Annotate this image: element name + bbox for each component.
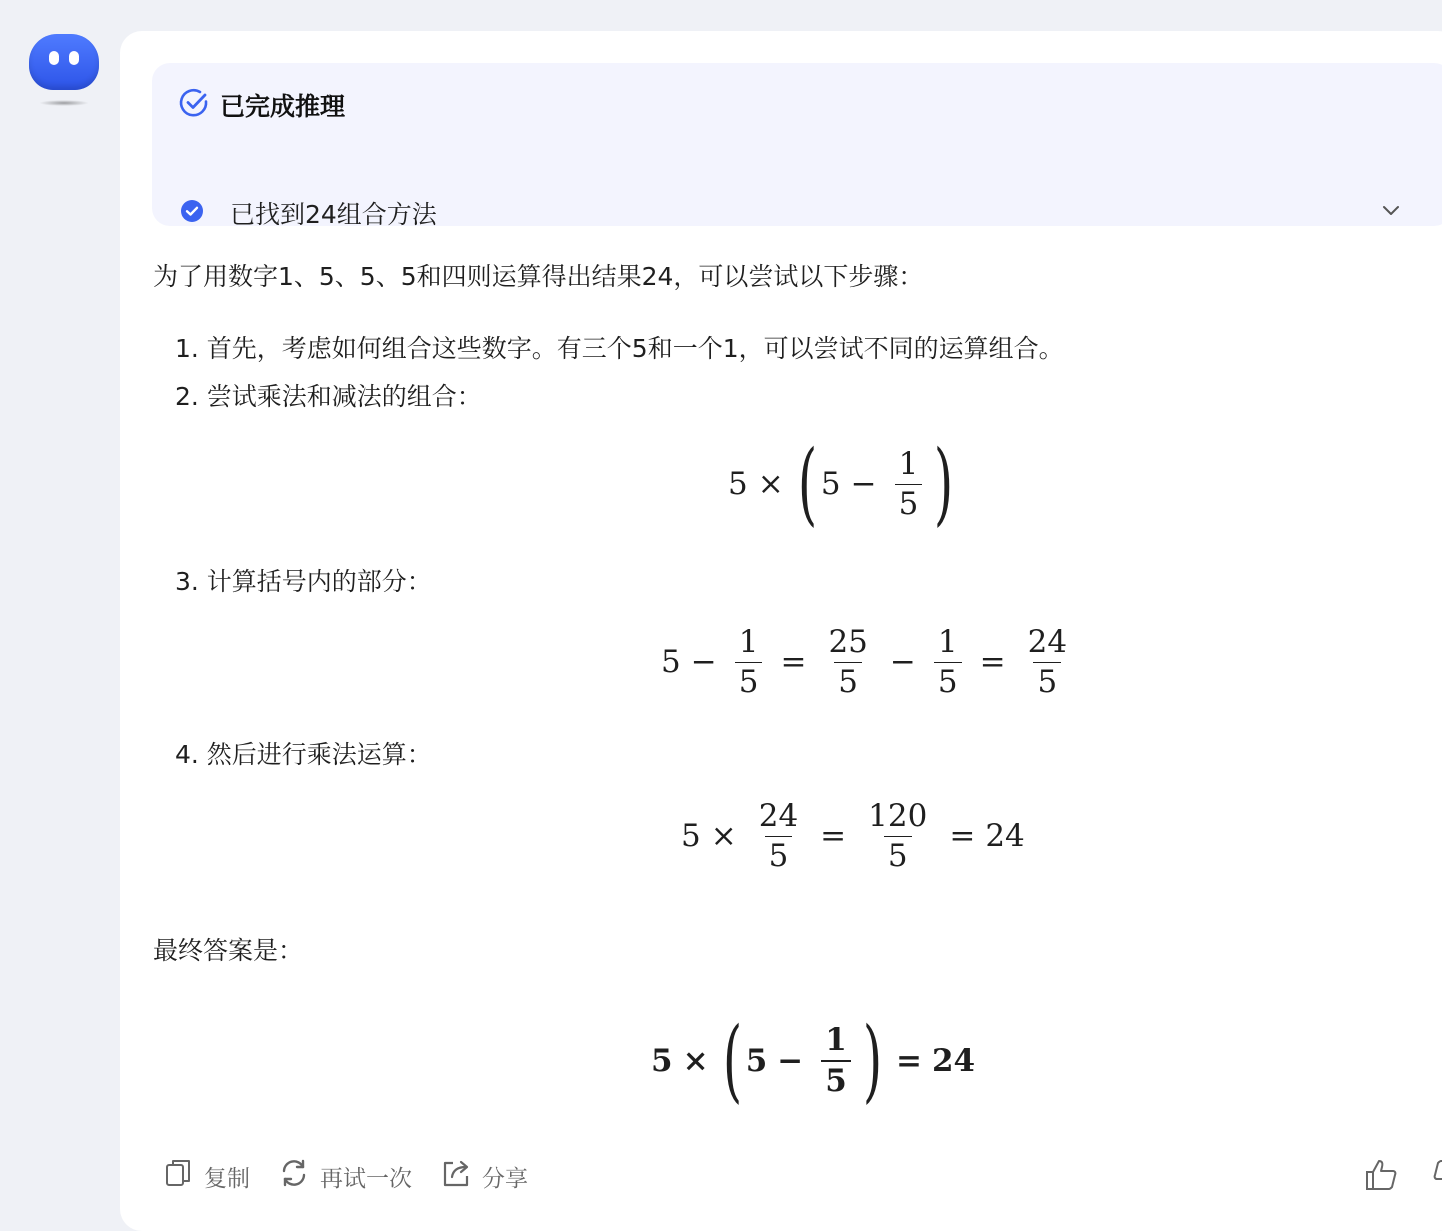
fraction (1024, 623, 1071, 702)
math-term: 5 (820, 466, 841, 502)
math-operator: − (690, 644, 717, 681)
robot-avatar-icon (29, 34, 99, 108)
fraction-numerator: 24 (1027, 624, 1068, 660)
final-answer-label: 最终答案是： (153, 936, 304, 965)
avatar-left-eye (49, 51, 59, 65)
answer-intro: 为了用数字1、5、5、5和四则运算得出结果24，可以尝试以下步骤： (153, 262, 924, 291)
copy-label: 复制 (204, 1165, 250, 1192)
retry-label: 再试一次 (320, 1165, 412, 1192)
reasoning-title: 已完成推理 (220, 92, 346, 121)
check-circle-icon (178, 87, 210, 123)
share-icon (440, 1157, 472, 1195)
math-term: 5 (728, 466, 748, 502)
fraction-numerator: 1 (937, 624, 958, 660)
math-term: 5 (651, 1043, 673, 1079)
assistant-message-card (120, 31, 1442, 1231)
step-3: 3. 计算括号内的部分： (175, 567, 432, 596)
math-operator: × (710, 818, 737, 855)
copy-button[interactable] (164, 1157, 250, 1195)
final-equation (651, 1008, 976, 1113)
fraction (934, 623, 962, 702)
math-term: 5 (681, 818, 701, 855)
step-4: 4. 然后进行乘法运算： (175, 740, 432, 769)
math-operator: = (895, 1043, 922, 1079)
fraction (735, 623, 763, 702)
fraction-denominator: 5 (821, 1060, 851, 1101)
left-paren: ( (797, 431, 817, 536)
refresh-icon (278, 1157, 310, 1195)
fraction-numerator: 1 (738, 624, 759, 660)
fraction-numerator: 1 (898, 445, 919, 482)
thumbs-down-icon[interactable] (1430, 1157, 1442, 1197)
reasoning-step-label: 已找到24组合方法 (230, 200, 437, 229)
fraction-numerator: 24 (758, 798, 799, 834)
fraction (824, 623, 871, 702)
retry-button[interactable] (278, 1157, 412, 1195)
avatar-shadow (39, 100, 89, 106)
fraction-denominator: 5 (765, 836, 793, 876)
message-toolbar (164, 1157, 556, 1195)
check-dot-icon (180, 199, 204, 227)
equation-1 (728, 431, 957, 536)
fraction-denominator: 5 (895, 484, 923, 524)
avatar-right-eye (69, 51, 79, 65)
fraction-numerator: 1 (825, 1022, 847, 1059)
fraction (821, 1021, 851, 1101)
math-operator: − (777, 1043, 804, 1079)
math-term: 5 (745, 1043, 768, 1079)
math-operator: = (949, 818, 976, 855)
math-operator: × (682, 1043, 709, 1079)
fraction-denominator: 5 (735, 662, 763, 702)
right-paren: ) (862, 1008, 883, 1113)
fraction-numerator: 25 (828, 624, 868, 660)
avatar-head (29, 34, 99, 90)
math-term: 5 (661, 644, 681, 681)
math-result: 24 (985, 818, 1025, 855)
math-result: 24 (931, 1043, 976, 1079)
share-label: 分享 (482, 1165, 528, 1192)
fraction (864, 797, 931, 876)
math-operator: − (889, 644, 916, 681)
math-operator: = (780, 644, 807, 681)
share-button[interactable] (440, 1157, 528, 1195)
equation-3 (681, 797, 1025, 876)
left-paren: ( (722, 1008, 742, 1113)
fraction (895, 445, 923, 524)
chevron-down-icon[interactable] (1380, 199, 1402, 225)
fraction-denominator: 5 (1033, 662, 1061, 702)
reasoning-step-item (180, 195, 437, 231)
reasoning-header (178, 87, 345, 123)
step-2: 2. 尝试乘法和减法的组合： (175, 382, 482, 411)
right-paren: ) (934, 431, 954, 536)
step-1: 1. 首先，考虑如何组合这些数字。有三个5和一个1，可以尝试不同的运算组合。 (175, 334, 1064, 363)
math-operator: = (979, 644, 1006, 681)
fraction-denominator: 5 (934, 662, 962, 702)
fraction-numerator: 120 (868, 798, 928, 834)
fraction (755, 797, 802, 876)
fraction-denominator: 5 (884, 836, 912, 876)
feedback-buttons (1334, 1157, 1442, 1197)
thumbs-up-icon[interactable] (1364, 1157, 1400, 1197)
math-operator: × (757, 466, 784, 502)
fraction-denominator: 5 (834, 662, 862, 702)
equation-2 (661, 623, 1079, 702)
math-operator: = (820, 818, 847, 855)
math-operator: − (850, 466, 877, 502)
copy-icon (164, 1157, 194, 1195)
reasoning-panel[interactable] (152, 63, 1442, 229)
